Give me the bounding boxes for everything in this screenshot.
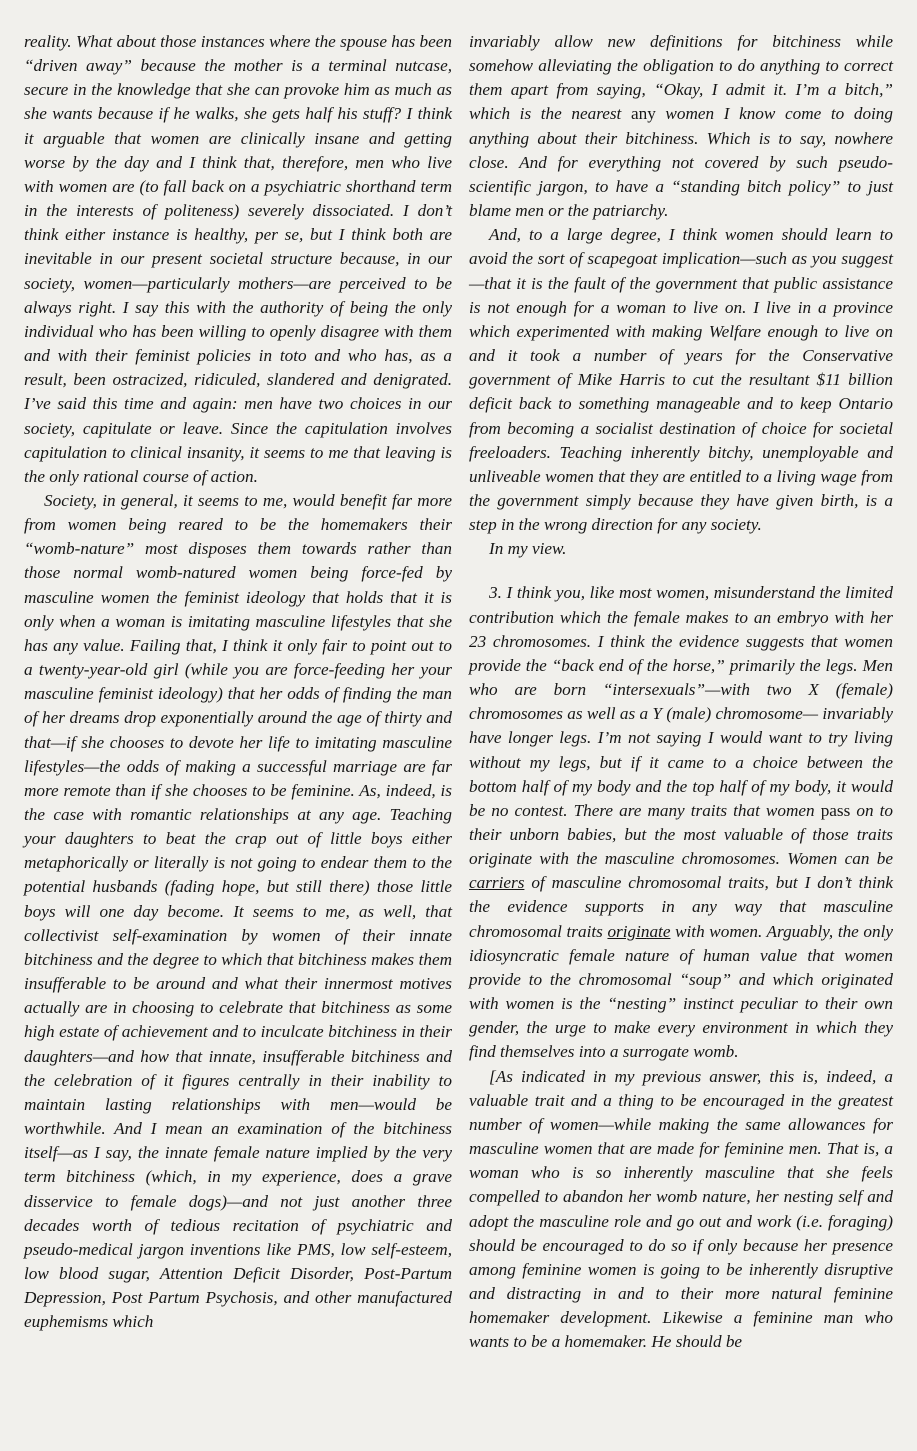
right-paragraph-4-text-c: of masculine chromosomal traits, but I don’t think the evidence supports in any way that masculine chromosomal traits — [469, 873, 893, 941]
right-paragraph-2: And, to a large degree, I think women should learn to avoid the sort of scapegoat implication—such as you suggest—that it is the fault of the government that public assistance is not enough for a woman to live on. I live in a province which experimented with making Welfare enough to live on and it took a number of years for the Conservative government of Mike Harris to cut the resultant $11 billion deficit back to something manageable and to keep Ontario from becoming a socialist destination of choice for societal freeloaders. Teaching inherently bitchy, unemployable and unliveable women that they are entitled to a living wage from the government simply because they have given birth, is a step in the wrong direction for any society. — [469, 225, 893, 535]
right-paragraph-1 — [469, 30, 893, 223]
left-paragraph-1: reality. What about those instances where the spouse has been “driven away” because the mother is a terminal nutcase, secure in the knowledge that she can provoke him as much as she wants because if he walks, she gets half his stuff? I think it arguable that women are clinically insane and getting worse by the day and I think that, therefore, men who live with women are (to fall back on a psychiatric shorthand term in the interests of politeness) severely dissociated. I don’t think either instance is healthy, per se, but I think both are inevitable in our present societal structure because, in our society, women—particularly mothers—are perceived to be always right. I say this with the authority of being the only individual who has been willing to openly disagree with them and with their feminist policies in toto and who has, as a result, been ostracized, ridiculed, slandered and denigrated. I’ve said this time and again: men have two choices in our society, capitulate or leave. Since the capitulation involves capitulation to clinical insanity, it seems to me that leaving is the only rational course of action. — [24, 32, 452, 486]
right-paragraph-3: In my view. — [489, 539, 567, 559]
right-paragraph-1-roman-word: any — [630, 104, 656, 124]
paragraph-gap — [469, 561, 893, 581]
underlined-word-carriers: carriers — [469, 873, 525, 893]
right-paragraph-1-text-b: women I know come to doing anything about their bitchiness. Which is to say, nowhere close. And for everything not covered by such pseudo-scientific jargon, to have a “standing bitch policy” to just blame men or the patriarchy. — [469, 104, 893, 221]
left-column — [24, 30, 452, 1334]
right-paragraph-4-text-b: on to their unborn babies, but the most valuable of those traits originate with the masculine chromosomes. Women can be — [469, 800, 893, 869]
right-paragraph-1-text-a: invariably allow new definitions for bitchiness while somehow alleviating the obligation to do anything to correct them apart from saying, “Okay, I admit it. I’m a bitch,” which is the nearest — [469, 32, 893, 124]
right-paragraph-4-text-a: 3. I think you, like most women, misunderstand the limited contribution which the female makes to an embryo with her 23 chromosomes. I think the evidence suggests that women provide the “back end of the horse,” primarily the legs. Men who are born “intersexuals”—with two X (female) chromosomes as well as a Y (male) chromosome— invariably have longer legs. I’m not saying I would want to try living without my legs, but if it came to a choice between the bottom half of my body and the top half of my body, it would be no contest. There are many traits that women — [469, 583, 893, 820]
right-paragraph-5: [As indicated in my previous answer, this is, indeed, a valuable trait and a thing to be encouraged in the greatest number of women—while making the same allowances for masculine women that are made for feminine men. That is, a woman who is so inherently masculine that she feels compelled to abandon her womb nature, her nesting self and adopt the masculine role and go out and work (i.e. foraging) should be encouraged to do so if only because her presence among feminine women is going to be inherently disruptive and distracting in and to their more natural feminine homemaker development. Likewise a feminine man who wants to be a homemaker. He should be — [469, 1066, 893, 1352]
right-paragraph-4-text-d: with women. Arguably, the only idiosyncratic female nature of human value that women provide to the chromosomal “soup” and which originated with women is the “nesting” instinct peculiar to their own gender, the urge to make every environment in which they find themselves into a surrogate womb. — [469, 921, 894, 1062]
left-paragraph-2: Society, in general, it seems to me, would benefit far more from women being reared to be the homemakers their “womb-nature” most disposes them towards rather than those normal womb-natured women being force-fed by masculine women the feminist ideology that holds that it is only when a woman is imitating masculine lifestyles that she has any value. Failing that, I think it only fair to point out to a twenty-year-old girl (while you are force-feeding her your masculine feminist ideology) that her odds of finding the man of her dreams drop exponentially around the age of thirty and that—if she chooses to devote her life to imitating masculine lifestyles—the odds of making a successful marriage are far more remote than if she chooses to be feminine. As, indeed, is the case with romantic relationships at any age. Teaching your daughters to beat the crap out of little boys either metaphorically or literally is not going to endear them to the potential husbands (fading hope, but still there) those little boys will one day become. It seems to me, as well, that collectivist self-examination by women of their innate bitchiness and the degree to which that bitchiness makes them insufferable to be around and what their innermost motives actually are in choosing to celebrate that bitchiness as some high estate of achievement and to inculcate bitchiness in their daughters—and how that innate, insufferable bitchiness and the celebration of it figures centrally in their inability to maintain lasting relationships with men—would be worthwhile. And I mean an examination of the bitchiness itself—as I say, the innate female nature implied by the very term bitchiness (which, in my experience, does a grave disservice to female dogs)—and not just another three decades worth of tedious recitation of psychiatric and pseudo-medical jargon inventions like PMS, low self-esteem, low blood sugar, Attention Deficit Disorder, Post-Partum Depression, Post Partum Psychosis, and other manufactured euphemisms which — [24, 490, 452, 1332]
underlined-word-originate: originate — [607, 921, 671, 941]
right-column — [469, 30, 893, 1354]
right-paragraph-4-roman-word: pass — [820, 800, 851, 820]
right-paragraph-4 — [469, 581, 893, 1064]
